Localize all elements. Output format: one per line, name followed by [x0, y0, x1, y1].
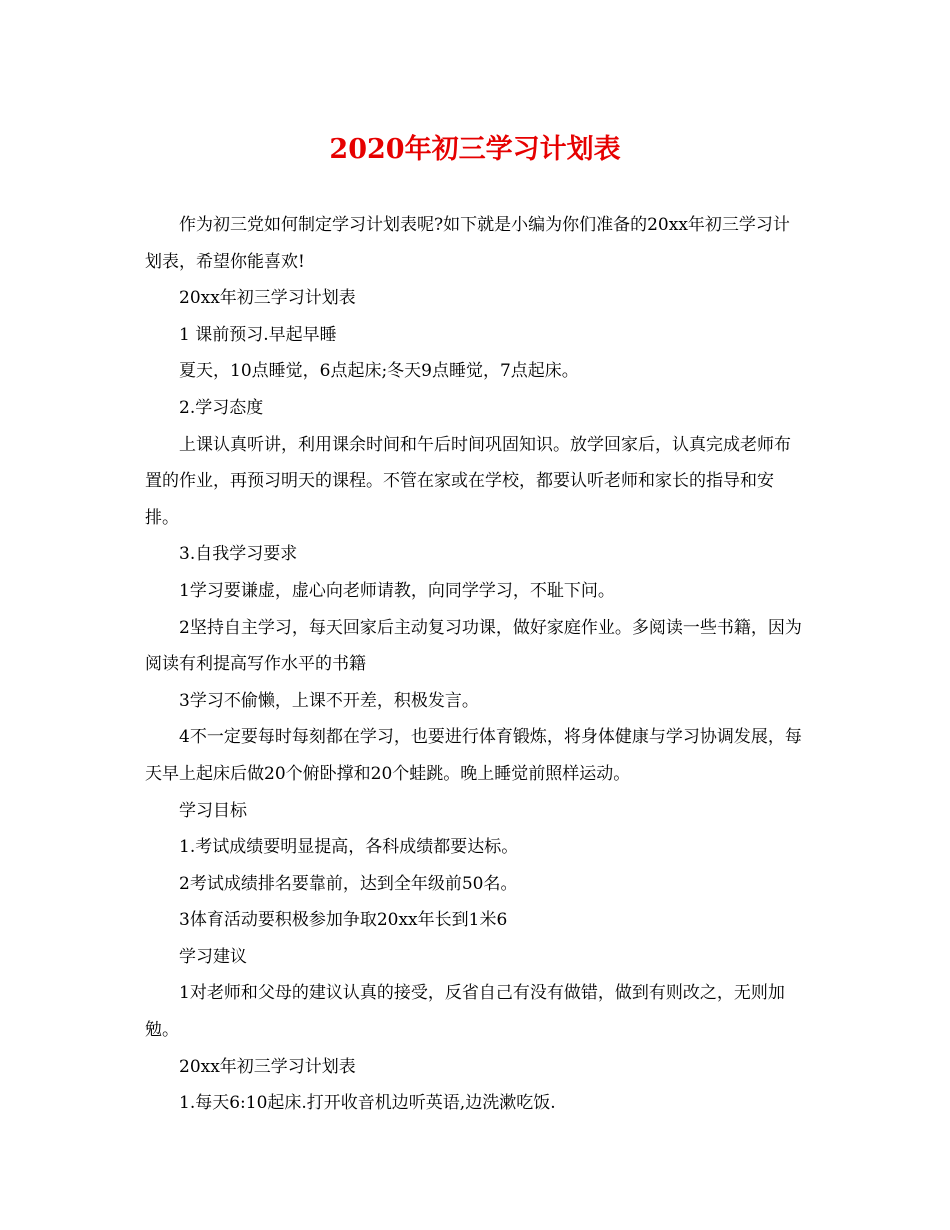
paragraph-heading: 20xx年初三学习计划表 [179, 288, 356, 309]
paragraph: 1.每天6:10起床.打开收音机边听英语,边洗漱吃饭. [179, 1093, 556, 1114]
paragraph: 2.学习态度 [179, 397, 264, 418]
paragraph: 2考试成绩排名要靠前，达到全年级前50名。 [179, 873, 518, 894]
paragraph: 1.考试成绩要明显提高，各科成绩都要达标。 [179, 837, 519, 858]
paragraph: 3学习不偷懒，上课不开差，积极发言。 [179, 690, 479, 711]
paragraph: 1对老师和父母的建议认真的接受，反省自己有没有做错，做到有则改之，无则加勉。 [145, 983, 785, 1041]
paragraph: 3体育活动要积极参加争取20xx年长到1米6 [179, 910, 508, 931]
paragraph-heading: 学习建议 [179, 946, 247, 967]
paragraph: 4不一定要每时每刻都在学习，也要进行体育锻炼，将身体健康与学习协调发展，每天早上起床后做20个俯卧撑和20个蛙跳。晚上睡觉前照样运动。 [145, 727, 802, 784]
paragraph: 1 课前预习.早起早睡 [179, 324, 337, 345]
document-title: 2020年初三学习计划表 [329, 134, 621, 165]
paragraph-intro: 作为初三党如何制定学习计划表呢?如下就是小编为你们准备的20xx年初三学习计划表，希望你能喜欢! [145, 215, 790, 272]
document-body [145, 207, 805, 1122]
paragraph: 3.自我学习要求 [179, 544, 298, 565]
paragraph-heading: 学习目标 [179, 800, 247, 821]
paragraph: 1学习要谦虚，虚心向老师请教，向同学学习，不耻下问。 [179, 580, 615, 601]
paragraph-heading: 20xx年初三学习计划表 [179, 1056, 356, 1077]
paragraph: 上课认真听讲，利用课余时间和午后时间巩固知识。放学回家后，认真完成老师布置的作业，再预习明天的课程。不管在家或在学校，都要认听老师和家长的指导和安排。 [145, 434, 791, 528]
paragraph: 夏天，10点睡觉，6点起床;冬天9点睡觉，7点起床。 [179, 361, 579, 382]
paragraph: 2坚持自主学习，每天回家后主动复习功课，做好家庭作业。多阅读一些书籍，因为阅读有利提高写作水平的书籍 [145, 617, 802, 675]
